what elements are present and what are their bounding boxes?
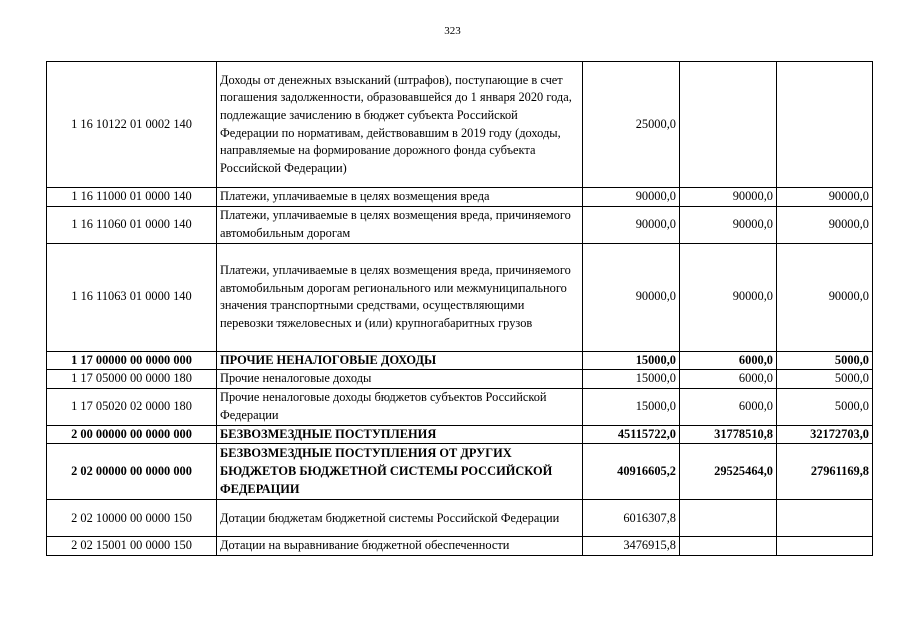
table-row	[47, 500, 873, 537]
row-description: Дотации бюджетам бюджетной системы Российской Федерации	[217, 500, 583, 537]
row-code: 1 16 11063 01 0000 140	[47, 243, 217, 351]
row-value-3: 32172703,0	[777, 425, 873, 444]
row-code: 2 02 15001 00 0000 150	[47, 537, 217, 556]
row-description: Платежи, уплачиваемые в целях возмещения вреда, причиняемого автомобильным дорогам регионального или межмуниципального значения транспортными средствами, осуществляющими перевозки тяжеловесных и (или) крупногабаритных грузов	[217, 243, 583, 351]
table-row	[47, 388, 873, 425]
row-value-2: 90000,0	[680, 206, 777, 243]
row-description: Доходы от денежных взысканий (штрафов), поступающие в счет погашения задолженности, образовавшейся до 1 января 2020 года, подлежащие зачислению в бюджет субъекта Российской Федерации по нормативам, действовавшим в 2019 году (доходы, направляемые на формирование дорожного фонда субъекта Российской Федерации)	[217, 62, 583, 188]
row-description: ПРОЧИЕ НЕНАЛОГОВЫЕ ДОХОДЫ	[217, 351, 583, 370]
row-description: Дотации на выравнивание бюджетной обеспеченности	[217, 537, 583, 556]
row-value-3: 5000,0	[777, 370, 873, 389]
row-code: 1 16 10122 01 0002 140	[47, 62, 217, 188]
row-value-1: 25000,0	[583, 62, 680, 188]
row-code: 1 17 05000 00 0000 180	[47, 370, 217, 389]
row-value-2	[680, 537, 777, 556]
row-value-2: 90000,0	[680, 243, 777, 351]
row-value-3: 90000,0	[777, 188, 873, 207]
row-value-1: 90000,0	[583, 188, 680, 207]
page-number: 323	[444, 25, 461, 37]
row-value-1: 90000,0	[583, 206, 680, 243]
table-row	[47, 62, 873, 188]
row-value-1: 90000,0	[583, 243, 680, 351]
row-description: Платежи, уплачиваемые в целях возмещения вреда, причиняемого автомобильным дорогам	[217, 206, 583, 243]
row-value-1: 45115722,0	[583, 425, 680, 444]
row-value-1: 40916605,2	[583, 444, 680, 500]
table-row	[47, 370, 873, 389]
row-description: БЕЗВОЗМЕЗДНЫЕ ПОСТУПЛЕНИЯ ОТ ДРУГИХ БЮДЖЕТОВ БЮДЖЕТНОЙ СИСТЕМЫ РОССИЙСКОЙ ФЕДЕРАЦИИ	[217, 444, 583, 500]
row-value-3	[777, 537, 873, 556]
row-code: 1 16 11060 01 0000 140	[47, 206, 217, 243]
row-description: Платежи, уплачиваемые в целях возмещения вреда	[217, 188, 583, 207]
row-description: БЕЗВОЗМЕЗДНЫЕ ПОСТУПЛЕНИЯ	[217, 425, 583, 444]
row-code: 1 17 00000 00 0000 000	[47, 351, 217, 370]
row-code: 2 00 00000 00 0000 000	[47, 425, 217, 444]
row-value-2: 90000,0	[680, 188, 777, 207]
row-description: Прочие неналоговые доходы бюджетов субъектов Российской Федерации	[217, 388, 583, 425]
table-row	[47, 243, 873, 351]
row-value-3: 5000,0	[777, 388, 873, 425]
row-value-3	[777, 62, 873, 188]
table-row	[47, 206, 873, 243]
row-value-2	[680, 62, 777, 188]
row-value-3: 5000,0	[777, 351, 873, 370]
row-code: 2 02 00000 00 0000 000	[47, 444, 217, 500]
row-value-1: 3476915,8	[583, 537, 680, 556]
row-value-2: 6000,0	[680, 388, 777, 425]
row-code: 2 02 10000 00 0000 150	[47, 500, 217, 537]
row-value-2: 31778510,8	[680, 425, 777, 444]
table-row	[47, 425, 873, 444]
row-value-3: 90000,0	[777, 206, 873, 243]
table-row	[47, 444, 873, 500]
row-code: 1 16 11000 01 0000 140	[47, 188, 217, 207]
row-value-2: 6000,0	[680, 370, 777, 389]
row-value-1: 15000,0	[583, 351, 680, 370]
row-value-2: 29525464,0	[680, 444, 777, 500]
row-value-3: 90000,0	[777, 243, 873, 351]
row-code: 1 17 05020 02 0000 180	[47, 388, 217, 425]
budget-revenue-table	[46, 61, 873, 556]
row-value-3: 27961169,8	[777, 444, 873, 500]
table-row	[47, 537, 873, 556]
row-value-1: 15000,0	[583, 388, 680, 425]
table-row	[47, 351, 873, 370]
row-description: Прочие неналоговые доходы	[217, 370, 583, 389]
row-value-3	[777, 500, 873, 537]
row-value-2: 6000,0	[680, 351, 777, 370]
table-row	[47, 188, 873, 207]
row-value-1: 6016307,8	[583, 500, 680, 537]
row-value-1: 15000,0	[583, 370, 680, 389]
row-value-2	[680, 500, 777, 537]
